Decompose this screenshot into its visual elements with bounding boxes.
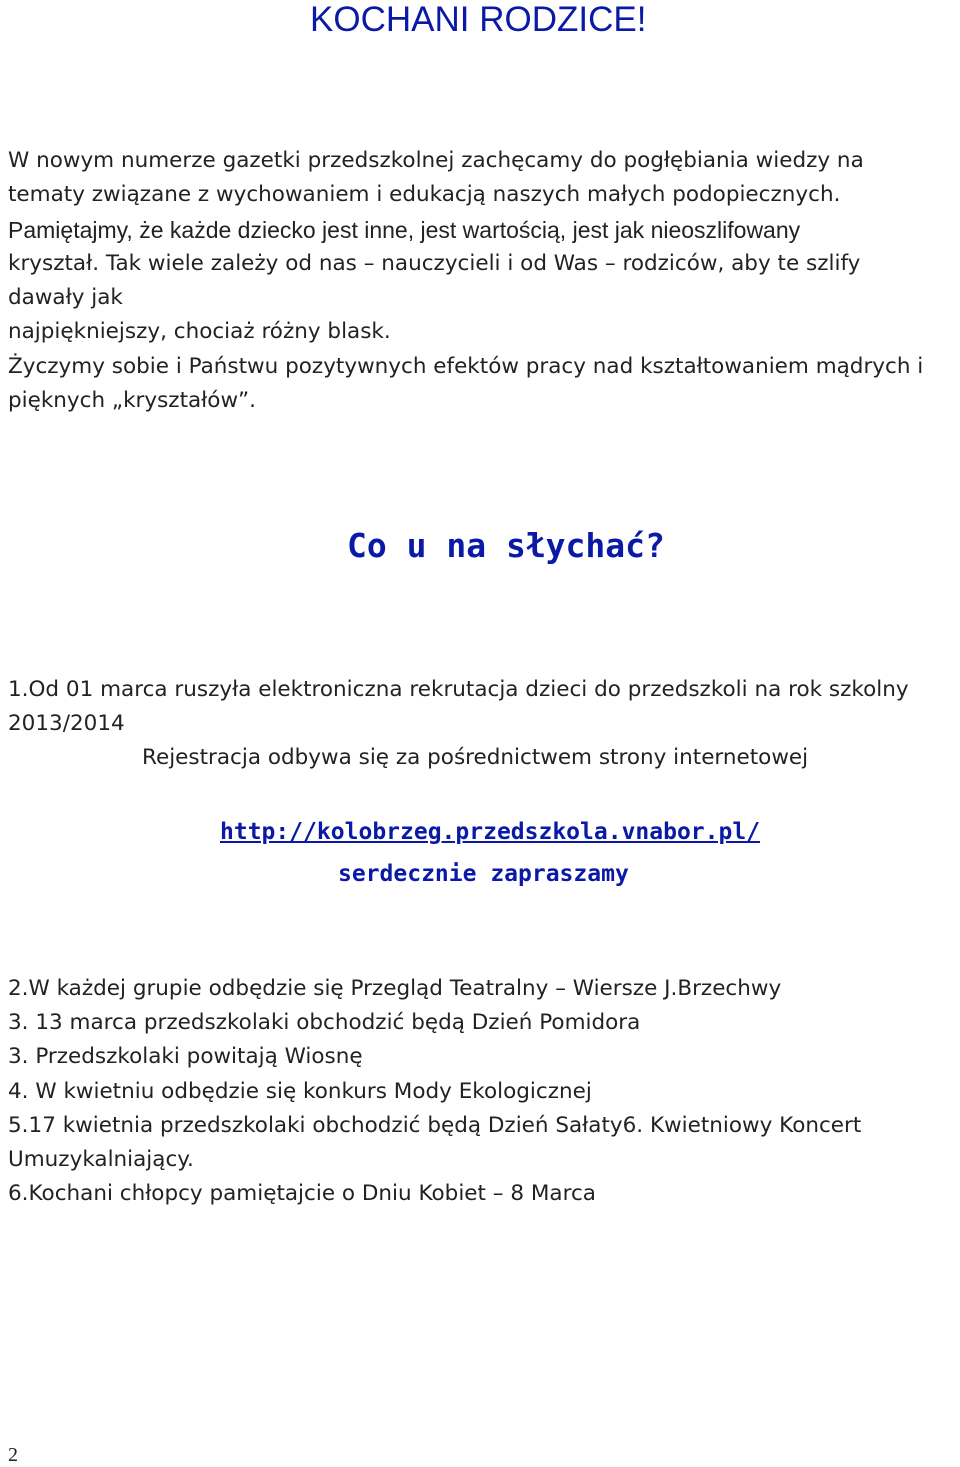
recruitment-link[interactable]: http://kolobrzeg.przedszkola.vnabor.pl/ bbox=[220, 819, 761, 845]
intro-line: dawały jak bbox=[8, 285, 123, 311]
intro-line: Życzymy sobie i Państwu pozytywnych efektów pracy nad kształtowaniem mądrych i bbox=[8, 353, 924, 379]
intro-line: kryształ. Tak wiele zależy od nas – nauczycieli i od Was – rodziców, aby te szlify bbox=[8, 250, 861, 276]
page-number: 2 bbox=[8, 1444, 18, 1466]
list-item: 5.17 kwietnia przedszkolaki obchodzić będą Dzień Sałaty6. Kwietniowy Koncert bbox=[8, 1112, 862, 1138]
list-item: 3. Przedszkolaki powitają Wiosnę bbox=[8, 1044, 363, 1070]
page-title: KOCHANI RODZICE! bbox=[310, 0, 647, 39]
intro-line: najpiękniejszy, chociaż różny blask. bbox=[8, 319, 391, 345]
list-item: 6.Kochani chłopcy pamiętajcie o Dniu Kobiet – 8 Marca bbox=[8, 1181, 596, 1207]
list-item: 4. W kwietniu odbędzie się konkurs Mody Ekologicznej bbox=[8, 1078, 592, 1104]
list-item: Umuzykalniający. bbox=[8, 1147, 194, 1173]
news-line: 1.Od 01 marca ruszyła elektroniczna rekrutacja dzieci do przedszkoli na rok szkolny bbox=[8, 677, 909, 702]
intro-paragraph bbox=[8, 144, 956, 418]
events-list bbox=[8, 972, 861, 1211]
news-line: 2013/2014 bbox=[8, 711, 125, 736]
news-item-recruitment bbox=[8, 673, 909, 741]
list-item: 2.W każdej grupie odbędzie się Przegląd Teatralny – Wiersze J.Brzechwy bbox=[8, 976, 782, 1001]
intro-line: Pamiętajmy, że każde dziecko jest inne, jest wartością, jest jak nieoszlifowany bbox=[8, 216, 801, 243]
intro-line: tematy związane z wychowaniem i edukacją naszych małych podopiecznych. bbox=[8, 182, 841, 208]
registration-text: Rejestracja odbywa się za pośrednictwem strony internetowej bbox=[142, 745, 809, 770]
intro-line: pięknych „kryształów”. bbox=[8, 388, 256, 414]
list-item: 3. 13 marca przedszkolaki obchodzić będą Dzień Pomidora bbox=[8, 1010, 641, 1036]
section-heading: Co u na słychać? bbox=[347, 526, 665, 565]
invitation-text: serdecznie zapraszamy bbox=[338, 861, 629, 887]
intro-line: W nowym numerze gazetki przedszkolnej zachęcamy do pogłębiania wiedzy na bbox=[8, 148, 864, 173]
